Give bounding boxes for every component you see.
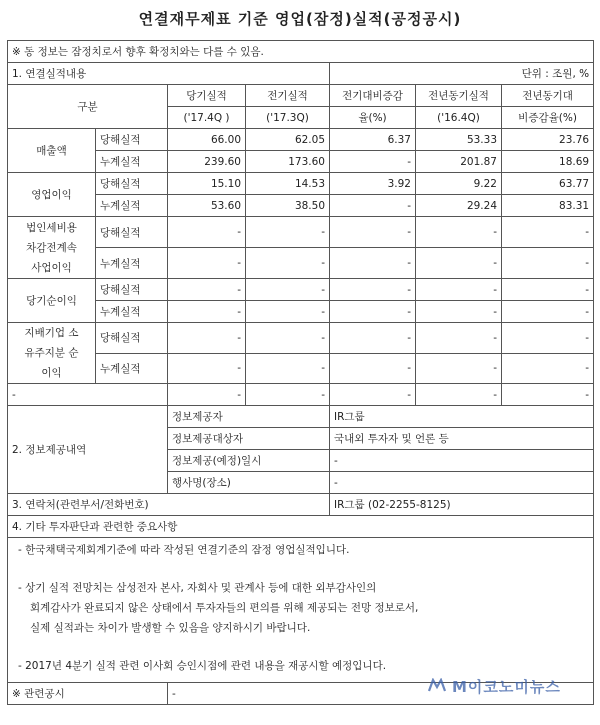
cell-current: - (168, 384, 246, 406)
category-line: 차감전계속 (26, 241, 77, 254)
date-value: - (330, 450, 594, 472)
cell-qoq: - (330, 323, 416, 354)
section3-label: 3. 연락처(관련부서/전화번호) (8, 494, 330, 516)
cell-qoq: - (330, 353, 416, 384)
cell-qoq: - (330, 248, 416, 279)
current-period: ('17.4Q ) (168, 107, 246, 129)
row-type: 당해실적 (96, 279, 168, 301)
section3-row (8, 494, 594, 516)
cell-prev: 38.50 (246, 195, 330, 217)
section4-row (8, 516, 594, 538)
current-header: 당기실적 (168, 85, 246, 107)
cell-current: - (168, 323, 246, 354)
provider-label: 정보제공자 (168, 406, 330, 428)
prev-header: 전기실적 (246, 85, 330, 107)
category-net: 당기순이익 (8, 279, 96, 323)
yoy-period: ('16.4Q) (416, 107, 502, 129)
target-value: 국내외 투자자 및 언론 등 (330, 428, 594, 450)
row-type: 누계실적 (96, 151, 168, 173)
cell-yoy: 53.33 (416, 129, 502, 151)
note-2-line-1: - 상기 실적 전망치는 삼성전자 본사, 자회사 및 관계사 등에 대한 외부감사인의 (18, 582, 377, 594)
cell-yoy-rate: - (502, 279, 594, 301)
row-type: 당해실적 (96, 173, 168, 195)
disclosure-table (7, 40, 594, 705)
row-type: 누계실적 (96, 301, 168, 323)
cell-prev: - (246, 323, 330, 354)
note-2-line-2: 회계감사가 완료되지 않은 상태에서 투자자들의 편의를 위해 제공되는 전망 정보로서, (30, 602, 419, 614)
provider-value: IR그룹 (330, 406, 594, 428)
cell-yoy-rate: - (502, 353, 594, 384)
cell-current: 53.60 (168, 195, 246, 217)
watermark-logo-icon (428, 678, 446, 692)
cell-prev: 173.60 (246, 151, 330, 173)
table-row (8, 248, 594, 279)
table-row (8, 384, 594, 406)
qoq-header-1: 전기대비증감 (330, 85, 416, 107)
cell-qoq: 6.37 (330, 129, 416, 151)
unit-label: 단위 : 조원, % (330, 63, 594, 85)
cell-yoy-rate: - (502, 217, 594, 248)
cell-current: 66.00 (168, 129, 246, 151)
category-line: 이익 (41, 367, 62, 379)
row-type: 당해실적 (96, 129, 168, 151)
cell-yoy-rate: 83.31 (502, 195, 594, 217)
event-value: - (330, 472, 594, 494)
related-value: - (168, 683, 594, 705)
cell-yoy: 9.22 (416, 173, 502, 195)
cell-yoy: - (416, 248, 502, 279)
cell-yoy: - (416, 384, 502, 406)
notice-text: ※ 동 정보는 잠정치로서 향후 확정치와는 다를 수 있음. (8, 41, 594, 63)
category-line: 사업이익 (31, 261, 72, 274)
cell-prev: - (246, 301, 330, 323)
cell-yoy: - (416, 353, 502, 384)
note-3: - 2017년 4분기 실적 관련 이사회 승인시점에 관련 내용을 재공시할 예정입니다. (18, 660, 387, 672)
cell-yoy: - (416, 217, 502, 248)
event-label: 행사명(장소) (168, 472, 330, 494)
row-type: 누계실적 (96, 353, 168, 384)
table-row (8, 217, 594, 248)
cell-qoq: - (330, 384, 416, 406)
cell-current: 15.10 (168, 173, 246, 195)
category-sales: 매출액 (8, 129, 96, 173)
document-title: 연결재무제표 기준 영업(잠정)실적(공정공시) (138, 10, 462, 28)
category-line: 법인세비용 (26, 221, 77, 234)
cell-prev: - (246, 384, 330, 406)
table-row (8, 279, 594, 301)
note-1: - 한국채택국제회계기준에 따라 작성된 연결기준의 잠정 영업실적입니다. (18, 544, 350, 556)
cell-prev: - (246, 353, 330, 384)
cell-yoy-rate: 18.69 (502, 151, 594, 173)
row-type: 누계실적 (96, 195, 168, 217)
category-line: 지배기업 소 (24, 327, 79, 339)
row-type: 당해실적 (96, 323, 168, 354)
row-type: 누계실적 (96, 248, 168, 279)
cell-yoy-rate: - (502, 248, 594, 279)
table-row (8, 353, 594, 384)
cell-qoq: - (330, 151, 416, 173)
cell-qoq: - (330, 217, 416, 248)
cell-current: - (168, 301, 246, 323)
cell-yoy-rate: 23.76 (502, 129, 594, 151)
cell-qoq: - (330, 301, 416, 323)
cell-prev: 14.53 (246, 173, 330, 195)
related-label: ※ 관련공시 (8, 683, 168, 705)
target-label: 정보제공대상자 (168, 428, 330, 450)
cell-prev: 62.05 (246, 129, 330, 151)
section2-label: 2. 정보제공내역 (8, 406, 168, 494)
category-op: 영업이익 (8, 173, 96, 217)
notice-row (8, 41, 594, 63)
cell-yoy: - (416, 323, 502, 354)
cell-current: - (168, 353, 246, 384)
cell-current: - (168, 248, 246, 279)
table-row (8, 323, 594, 354)
section4-label: 4. 기타 투자판단과 관련한 중요사항 (8, 516, 594, 538)
category-ctrl (8, 323, 96, 384)
cell-yoy: 201.87 (416, 151, 502, 173)
table-row (8, 195, 594, 217)
yoy-rate-header-1: 전년동기대 (502, 85, 594, 107)
table-row (8, 173, 594, 195)
section1-label: 1. 연결실적내용 (8, 63, 330, 85)
cell-prev: - (246, 248, 330, 279)
section4-notes-row (8, 538, 594, 683)
category-pretax (8, 217, 96, 279)
date-label: 정보제공(예정)일시 (168, 450, 330, 472)
cell-yoy: - (416, 279, 502, 301)
section1-row (8, 63, 594, 85)
gubun-header: 구분 (8, 85, 168, 129)
category-line: 유주지분 순 (24, 347, 79, 359)
table-row (8, 301, 594, 323)
table-row (8, 151, 594, 173)
prev-period: ('17.3Q) (246, 107, 330, 129)
cell-yoy-rate: - (502, 384, 594, 406)
cell-yoy-rate: 63.77 (502, 173, 594, 195)
section4-notes (8, 538, 594, 683)
yoy-rate-header-2: 비증감율(%) (502, 107, 594, 129)
qoq-header-2: 율(%) (330, 107, 416, 129)
cell-prev: - (246, 279, 330, 301)
cell-yoy-rate: - (502, 323, 594, 354)
yoy-header: 전년동기실적 (416, 85, 502, 107)
table-row (8, 129, 594, 151)
row-type: 당해실적 (96, 217, 168, 248)
cell-prev: - (246, 217, 330, 248)
cell-qoq: 3.92 (330, 173, 416, 195)
cell-yoy-rate: - (502, 301, 594, 323)
cell-yoy: - (416, 301, 502, 323)
cell-current: - (168, 279, 246, 301)
cell-qoq: - (330, 279, 416, 301)
watermark-text: M이코노미뉴스 (452, 678, 561, 696)
section2-row (8, 406, 594, 428)
cell-qoq: - (330, 195, 416, 217)
misc-label: - (8, 384, 168, 406)
section3-value: IR그룹 (02-2255-8125) (330, 494, 594, 516)
cell-yoy: 29.24 (416, 195, 502, 217)
cell-current: 239.60 (168, 151, 246, 173)
cell-current: - (168, 217, 246, 248)
header-row-1 (8, 85, 594, 107)
note-2-line-3: 실제 실적과는 차이가 발생할 수 있음을 양지하시기 바랍니다. (30, 622, 311, 634)
